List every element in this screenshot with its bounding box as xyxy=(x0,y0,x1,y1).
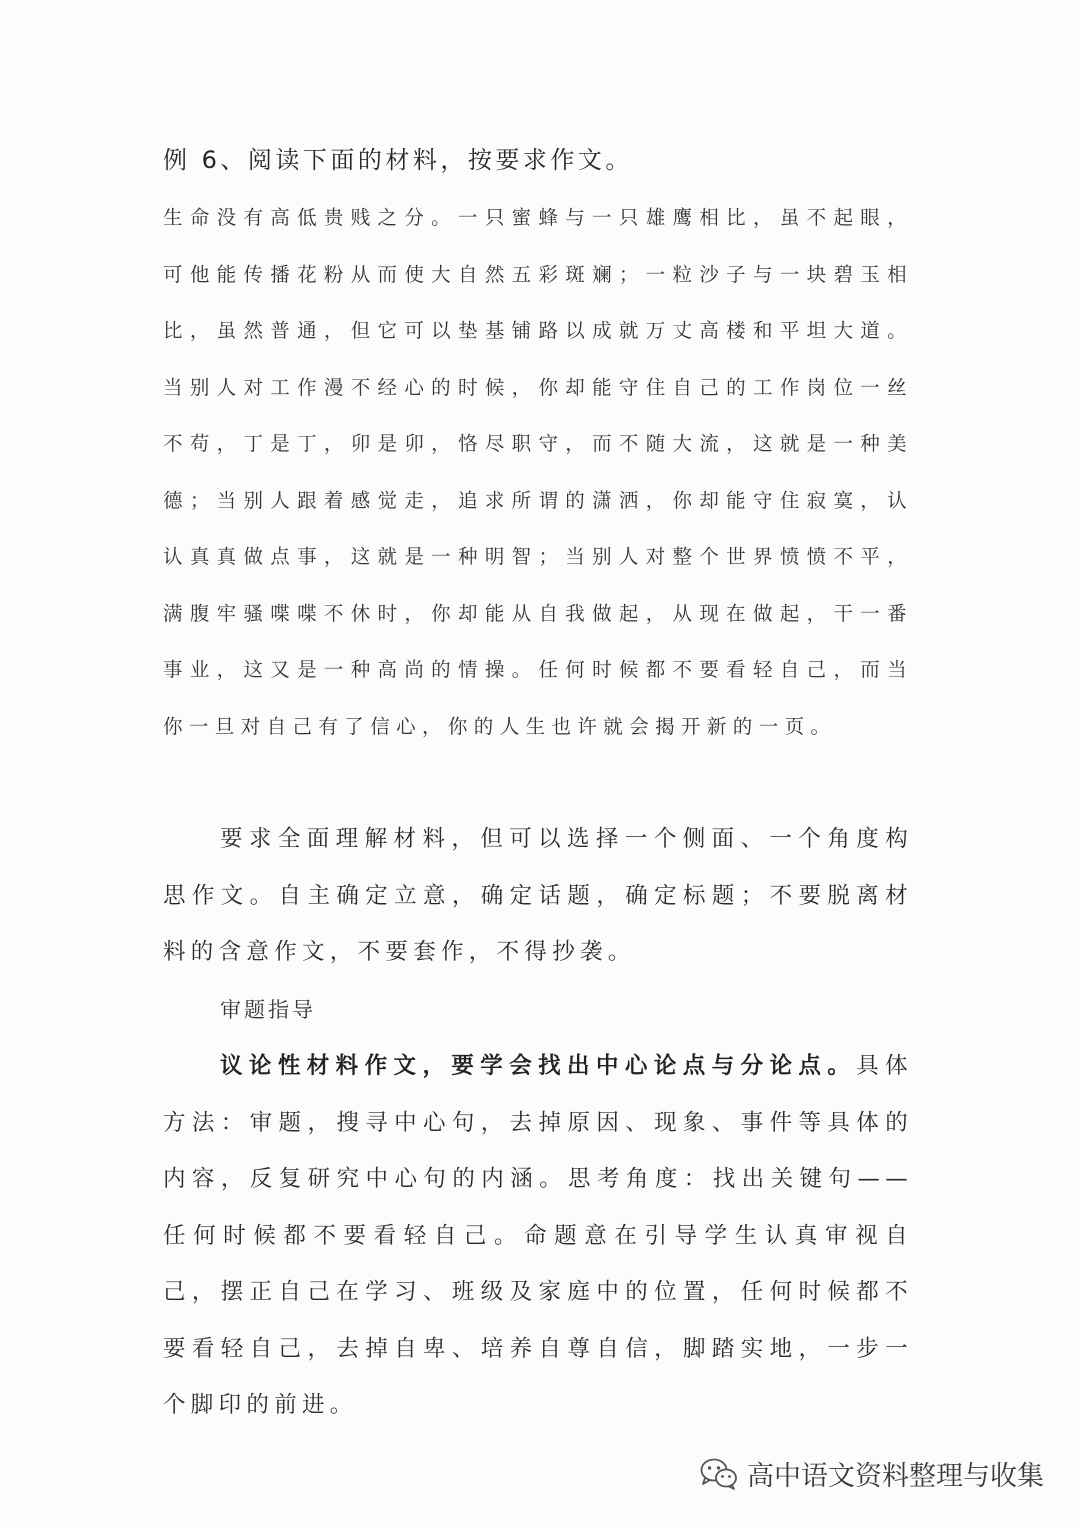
reading-material: 生命没有高低贵贱之分。一只蜜蜂与一只雄鹰相比，虽不起眼，可他能传播花粉从而使大自然五彩斑斓；一粒沙子与一块碧玉相比，虽然普通，但它可以垫基铺路以成就万丈高楼和平坦大道。当别人对工作漫不经心的时候，你却能守住自己的工作岗位一丝不苟，丁是丁，卯是卯，恪尽职守，而不随大流，这就是一种美德；当别人跟着感觉走，追求所谓的潇洒，你却能守住寂寞，认认真真做点事，这就是一种明智；当别人对整个世界愤愤不平，满腹牢骚喋喋不休时，你却能从自我做起，从现在做起，干一番事业，这又是一种高尚的情操。任何时候都不要看轻自己，而当你一旦对自己有了信心，你的人生也许就会揭开新的一页。 xyxy=(163,206,913,738)
guidance-key-sentence: 议论性材料作文，要学会找出中心论点与分论点。 xyxy=(220,1053,857,1079)
watermark-text: 高中语文资料整理与收集 xyxy=(747,1461,1044,1492)
writing-requirement: 要求全面理解材料，但可以选择一个侧面、一个角度构思作文。自主确定立意，确定话题，确定标题；不要脱离材料的含意作文，不要套作，不得抄袭。 xyxy=(163,826,913,965)
guidance-paragraph xyxy=(163,1038,913,1434)
account-watermark xyxy=(699,1454,1044,1493)
example-heading: 例 6、阅读下面的材料，按要求作文。 xyxy=(163,146,633,174)
section-title: 审题指导 xyxy=(220,998,316,1022)
wechat-icon xyxy=(699,1457,739,1491)
guidance-text: 具体方法：审题，搜寻中心句，去掉原因、现象、事件等具体的内容，反复研究中心句的内涵。思考角度：找出关键句——任何时候都不要看轻自己。命题意在引导学生认真审视自己，摆正自己在学习、班级及家庭中的位置，任何时候都不要看轻自己，去掉自卑、培养自尊自信，脚踏实地，一步一个脚印的前进。 xyxy=(163,1053,913,1418)
